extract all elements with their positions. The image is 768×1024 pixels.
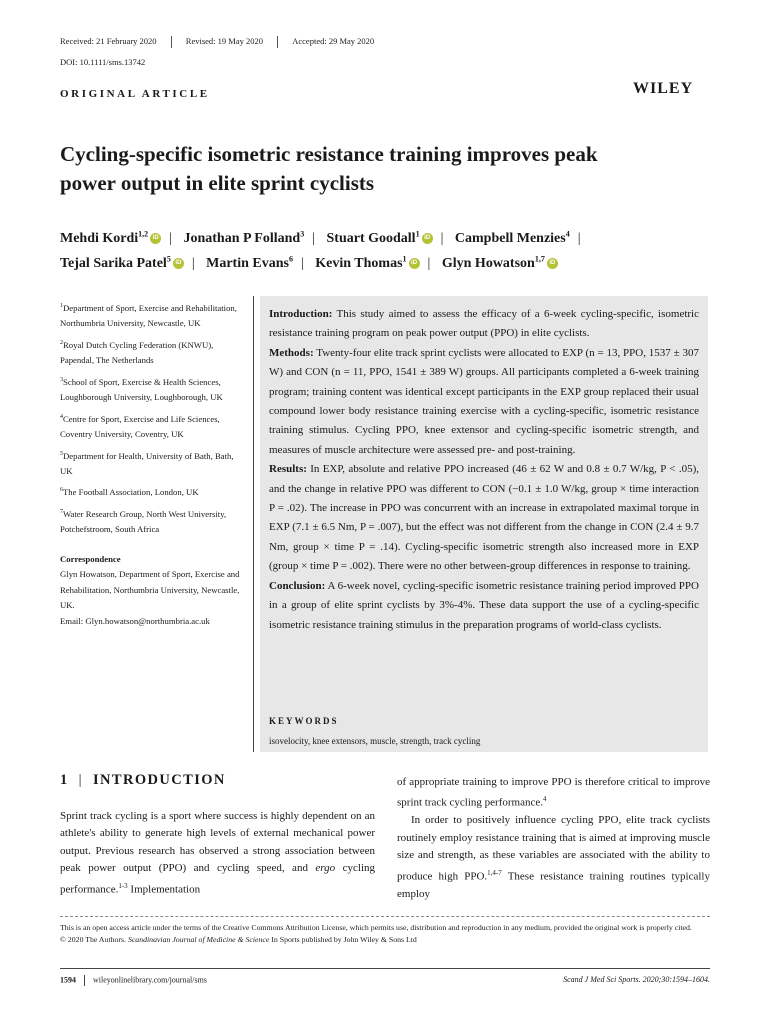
journal-url[interactable]: wileyonlinelibrary.com/journal/sms [93, 975, 207, 985]
correspondence-email[interactable]: Email: Glyn.howatson@northumbria.ac.uk [60, 615, 210, 626]
author-separator: | [300, 256, 304, 271]
author-separator: | [427, 256, 431, 271]
orcid-icon[interactable]: iD [409, 258, 420, 269]
article-dates [60, 36, 374, 48]
title-line-2: power output in elite sprint cyclists [60, 171, 375, 195]
body-column-left [60, 808, 375, 899]
author[interactable]: Campbell Menzies$^4$ [454, 229, 570, 246]
author-separator: | [191, 256, 195, 271]
keywords: isovelocity, knee extensors, muscle, strength, track cycling [269, 736, 481, 746]
page-footer [60, 975, 710, 986]
article-type: ORIGINAL ARTICLE [60, 88, 210, 100]
citation: Scand J Med Sci Sports. 2020;30:1594–1604. [563, 975, 710, 984]
author[interactable]: Martin Evans$^6$ [206, 254, 293, 271]
received-date: Received: 21 February 2020 [60, 36, 157, 46]
correspondence-heading: Correspondence [60, 553, 121, 564]
accepted-date: Accepted: 29 May 2020 [292, 36, 375, 46]
abstract-conclusion: Conclusion: A 6-week novel, cycling-specific isometric resistance training period improved PPO in a group of elite sprint cyclists by 3%-4%. These data support the use of a cycling-specific isometric resistance training stimulus in the preparation programs of world-class cyclists. [269, 579, 699, 631]
divider [171, 36, 172, 48]
license-notice: This is an open access article under the terms of the Creative Commons Attribution License, which permits use, distribution and reproduction in any medium, provided the original work is properly cited. © 2020 The Authors. Scandinavian Journal of Medicine & Science In Sports published by John Wiley & Sons Ltd [60, 923, 692, 944]
paragraph: In order to positively influence cycling PPO, elite track cyclists routinely employ resistance training that is aimed at improving muscle size and strength, as these variables are associated with the ability to produce high PPO.$^{1,4-7}$ These resistance training routines typically employ [397, 814, 710, 900]
author[interactable]: Glyn Howatson$^{1,7}$ [441, 254, 545, 271]
author[interactable]: Jonathan P Folland$^3$ [183, 229, 305, 246]
divider [277, 36, 278, 48]
affiliation: $^3$School of Sport, Exercise & Health Sciences, Loughborough University, Loughborough, UK [60, 376, 223, 403]
orcid-icon[interactable]: iD [422, 233, 433, 244]
doi[interactable]: DOI: 10.1111/sms.13742 [60, 57, 146, 67]
abstract-results: Results: In EXP, absolute and relative PPO increased (46 ± 62 W and 0.8 ± 0.7 W/kg, P < .05), and the change in relative PPO was different to CON (−0.1 ± 1.0 W/kg, group × time interaction P = .02). The increase in PPO was concurrent with an increase in extrapolated maximal torque in EXP (7.1 ± 6.5 Nm, P = .007), but the effect was not different from the change in CON (2.4 ± 9.7 Nm, group × time P = .14). Cycling-specific isometric strength also increased more in EXP (group × time P = .002). There were no other between-group differences in response to training. [269, 463, 699, 573]
affiliation: $^6$The Football Association, London, UK [60, 487, 199, 498]
abstract-introduction: Introduction: This study aimed to assess the efficacy of a 6-week cycling-specific, isometric resistance training program on peak power output (PPO) in elite cyclists. [269, 308, 699, 340]
revised-date: Revised: 19 May 2020 [185, 36, 263, 46]
author-separator: | [577, 231, 581, 246]
keywords-heading: KEYWORDS [269, 716, 339, 726]
affiliations [60, 299, 246, 629]
body-column-right [397, 774, 710, 903]
author-separator: | [440, 231, 444, 246]
author[interactable]: Mehdi Kordi$^{1,2}$ [60, 229, 149, 246]
abstract-box [260, 296, 708, 752]
author-separator: | [169, 231, 172, 246]
abstract-divider [253, 296, 254, 752]
paragraph: of appropriate training to improve PPO is therefore critical to improve sprint track cycling performance.$^4$ [397, 776, 710, 810]
correspondence-address: Glyn Howatson, Department of Sport, Exercise and Rehabilitation, Northumbria University, Newcastle, UK. Email: Glyn.howatson@northumbria.ac.uk [60, 569, 240, 626]
orcid-icon[interactable]: iD [547, 258, 558, 269]
author[interactable]: Stuart Goodall$^1$ [326, 229, 420, 246]
affiliation: $^2$Royal Dutch Cycling Federation (KNWU), Papendal, The Netherlands [60, 339, 214, 366]
author-separator: | [312, 231, 315, 246]
affiliation: $^7$Water Research Group, North West University, Potchefstroom, South Africa [60, 508, 227, 535]
affiliation: $^1$Department of Sport, Exercise and Rehabilitation, Northumbria University, Newcastle, UK [60, 302, 237, 329]
paragraph: Sprint track cycling is a sport where success is highly dependent on an athlete's ability to generate high levels of external mechanical power output. Previous research has observed a strong association between peak power output (PPO) and cycling speed, and ergo cycling performance.$^{1-3}$ Implementation [60, 810, 376, 896]
author[interactable]: Kevin Thomas$^1$ [315, 254, 407, 271]
license-divider [60, 916, 710, 917]
orcid-icon[interactable]: iD [173, 258, 184, 269]
page-number: 1594 [60, 975, 76, 985]
article-title [60, 140, 720, 198]
footer-rule [60, 968, 710, 969]
author-list [60, 226, 720, 276]
title-line-1: Cycling-specific isometric resistance training improves peak [60, 142, 598, 166]
orcid-icon[interactable]: iD [150, 233, 161, 244]
publisher-logo: WILEY [633, 80, 694, 97]
author[interactable]: Tejal Sarika Patel$^5$ [60, 254, 171, 271]
affiliation: $^4$Centre for Sport, Exercise and Life Sciences, Coventry University, Coventry, UK [60, 413, 220, 440]
abstract-methods: Methods: Twenty-four elite track sprint cyclists were allocated to EXP (n = 13, PPO, 1537 ± 307 W) and CON (n = 11, PPO, 1541 ± 389 W) groups. All participants completed a 6-week training program; training content was identical except participants in the EXP group replaced their usual compound lower body resistance training exercise with a cycling-specific, isometric resistance training stimulus. Cycling PPO, knee extensor and cycling-specific isometric strength, and measures of muscle architecture were assessed pre- and post-training. [269, 346, 699, 456]
affiliation: $^5$Department for Health, University of Bath, Bath, UK [60, 450, 234, 476]
divider [84, 975, 85, 986]
section-heading: 1 | INTRODUCTION [60, 772, 226, 788]
